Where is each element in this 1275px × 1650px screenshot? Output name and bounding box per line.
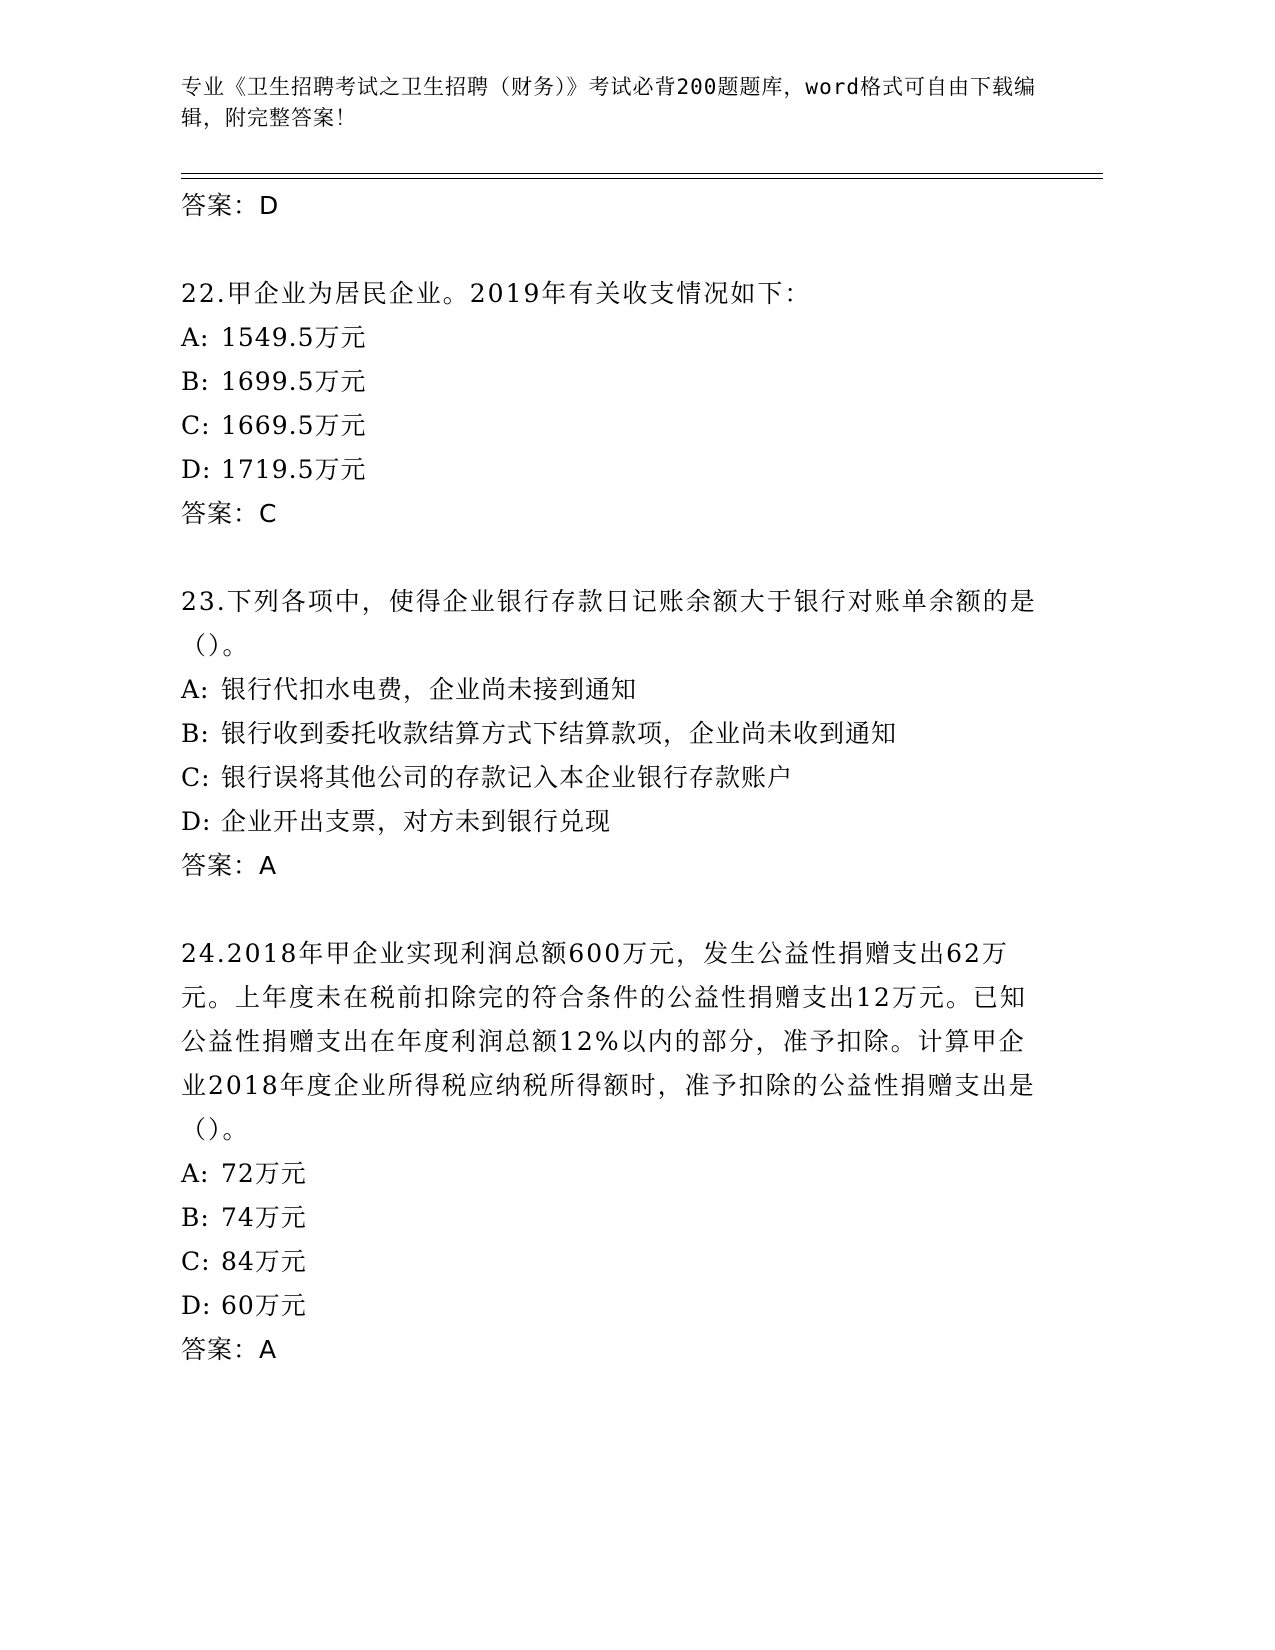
option-text: 84万元 (221, 1247, 307, 1276)
option-letter: B: (181, 1203, 210, 1232)
option-a (181, 1152, 1041, 1196)
option-c (181, 404, 1041, 448)
option-letter: C: (181, 763, 211, 792)
option-text: 1549.5万元 (221, 323, 367, 352)
header-rule-bottom (181, 178, 1103, 179)
question-text: 22.甲企业为居民企业。2019年有关收支情况如下： (181, 279, 812, 308)
question-text: 24.2018年甲企业实现利润总额600万元，发生公益性捐赠支出62万元。上年度未在税前扣除完的符合条件的公益性捐赠支出12万元。已知公益性捐赠支出在年度利润总额12%以内的部分，准予扣除。计算甲企业2018年度企业所得税应纳税所得额时，准予扣除的公益性捐赠支出是（）。 (181, 939, 1036, 1144)
option-letter: D: (181, 807, 212, 836)
option-letter: A: (181, 675, 210, 704)
question-24 (181, 932, 1041, 1372)
option-d (181, 800, 1041, 844)
option-letter: D: (181, 1291, 212, 1320)
option-letter: B: (181, 719, 210, 748)
option-text: 银行误将其他公司的存款记入本企业银行存款账户 (221, 763, 794, 792)
option-d (181, 1284, 1041, 1328)
document-header: 专业《卫生招聘考试之卫生招聘（财务）》考试必背200题题库，word格式可自由下载编辑，附完整答案！ (181, 75, 1036, 130)
answer: 答案：A (181, 851, 278, 880)
answer: 答案：C (181, 499, 278, 528)
option-text: 74万元 (221, 1203, 307, 1232)
option-text: 72万元 (221, 1159, 307, 1188)
question-23 (181, 580, 1041, 888)
option-letter: C: (181, 411, 211, 440)
answer: 答案：A (181, 1335, 278, 1364)
option-text: 1669.5万元 (221, 411, 367, 440)
option-c (181, 756, 1041, 800)
option-text: 1719.5万元 (221, 455, 367, 484)
option-d (181, 448, 1041, 492)
option-letter: A: (181, 323, 210, 352)
option-b (181, 712, 1041, 756)
option-text: 企业开出支票，对方未到银行兑现 (221, 807, 612, 836)
option-letter: B: (181, 367, 210, 396)
option-b (181, 1196, 1041, 1240)
option-text: 60万元 (221, 1291, 307, 1320)
option-text: 银行代扣水电费，企业尚未接到通知 (221, 675, 638, 704)
option-text: 1699.5万元 (221, 367, 367, 396)
question-text: 23.下列各项中，使得企业银行存款日记账余额大于银行对账单余额的是（）。 (181, 587, 1037, 660)
option-letter: C: (181, 1247, 211, 1276)
option-b (181, 360, 1041, 404)
header-rule-top (181, 173, 1103, 174)
question-content (181, 184, 1041, 1372)
question-22 (181, 272, 1041, 536)
option-a (181, 316, 1041, 360)
option-letter: D: (181, 455, 212, 484)
option-a (181, 668, 1041, 712)
previous-answer: 答案：D (181, 191, 280, 220)
option-letter: A: (181, 1159, 210, 1188)
option-c (181, 1240, 1041, 1284)
option-text: 银行收到委托收款结算方式下结算款项，企业尚未收到通知 (221, 719, 898, 748)
